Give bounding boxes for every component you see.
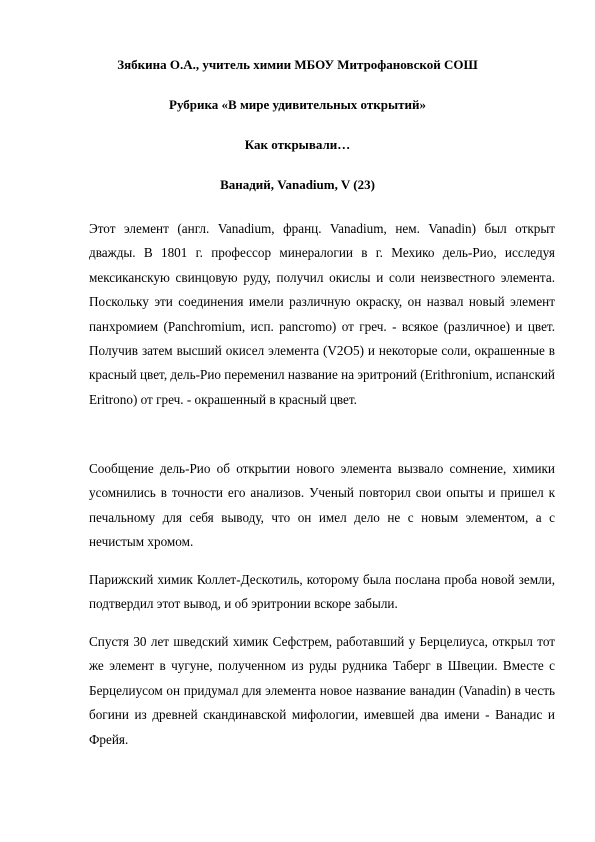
element-title: Ванадий, Vanadium, V (23) <box>220 177 375 192</box>
paragraph-2: Сообщение дель-Рио об открытии нового элемента вызвало сомнение, химики усомнились в точности его анализов. Ученый повторил свои опыты и пришел к печальному для себя выводу, что он имел дело не с новым элементом, а с нечистым хромом. <box>89 461 555 550</box>
paragraph-4: Спустя 30 лет шведский химик Сефстрем, работавший у Берцелиуса, открыл тот же элемент в чугуне, полученном из руды рудника Таберг в Швеции. Вместе с Берцелиусом он придумал для элемента новое название ванадин (Vanadin) в честь богини из древней скандинавской мифологии, имевшей два имени - Ванадис и Фрейя. <box>89 634 555 747</box>
paragraph-1: Этот элемент (англ. Vanadium, франц. Vanadium, нем. Vanadin) был открыт дважды. В 1801 г. профессор минералогии в г. Мехико дель-Рио, исследуя мексиканскую свинцовую руду, получил окислы и соли неизвестного элемента. Поскольку эти соединения имели различную окраску, он назвал новый элемент панхромием (Panchromium, исп. pancromo) от греч. - всякое (различное) и цвет. Получив затем высший окисел элемента (V2O5) и некоторые соли, окрашенные в красный цвет, дель-Рио переменил название на эритроний (Erithronium, испанский Eritrono) от греч. - окрашенный в красный цвет. <box>89 221 555 407</box>
paragraph-3: Парижский химик Коллет-Дескотиль, которому была послана проба новой земли, подтвердил этот вывод, и об эритронии вскоре забыли. <box>89 572 555 612</box>
series-title: Как открывали… <box>244 137 351 152</box>
author-line: Зябкина О.А., учитель химии МБОУ Митрофановской СОШ <box>117 57 478 72</box>
rubric-heading: Рубрика «В мире удивительных открытий» <box>169 97 426 112</box>
